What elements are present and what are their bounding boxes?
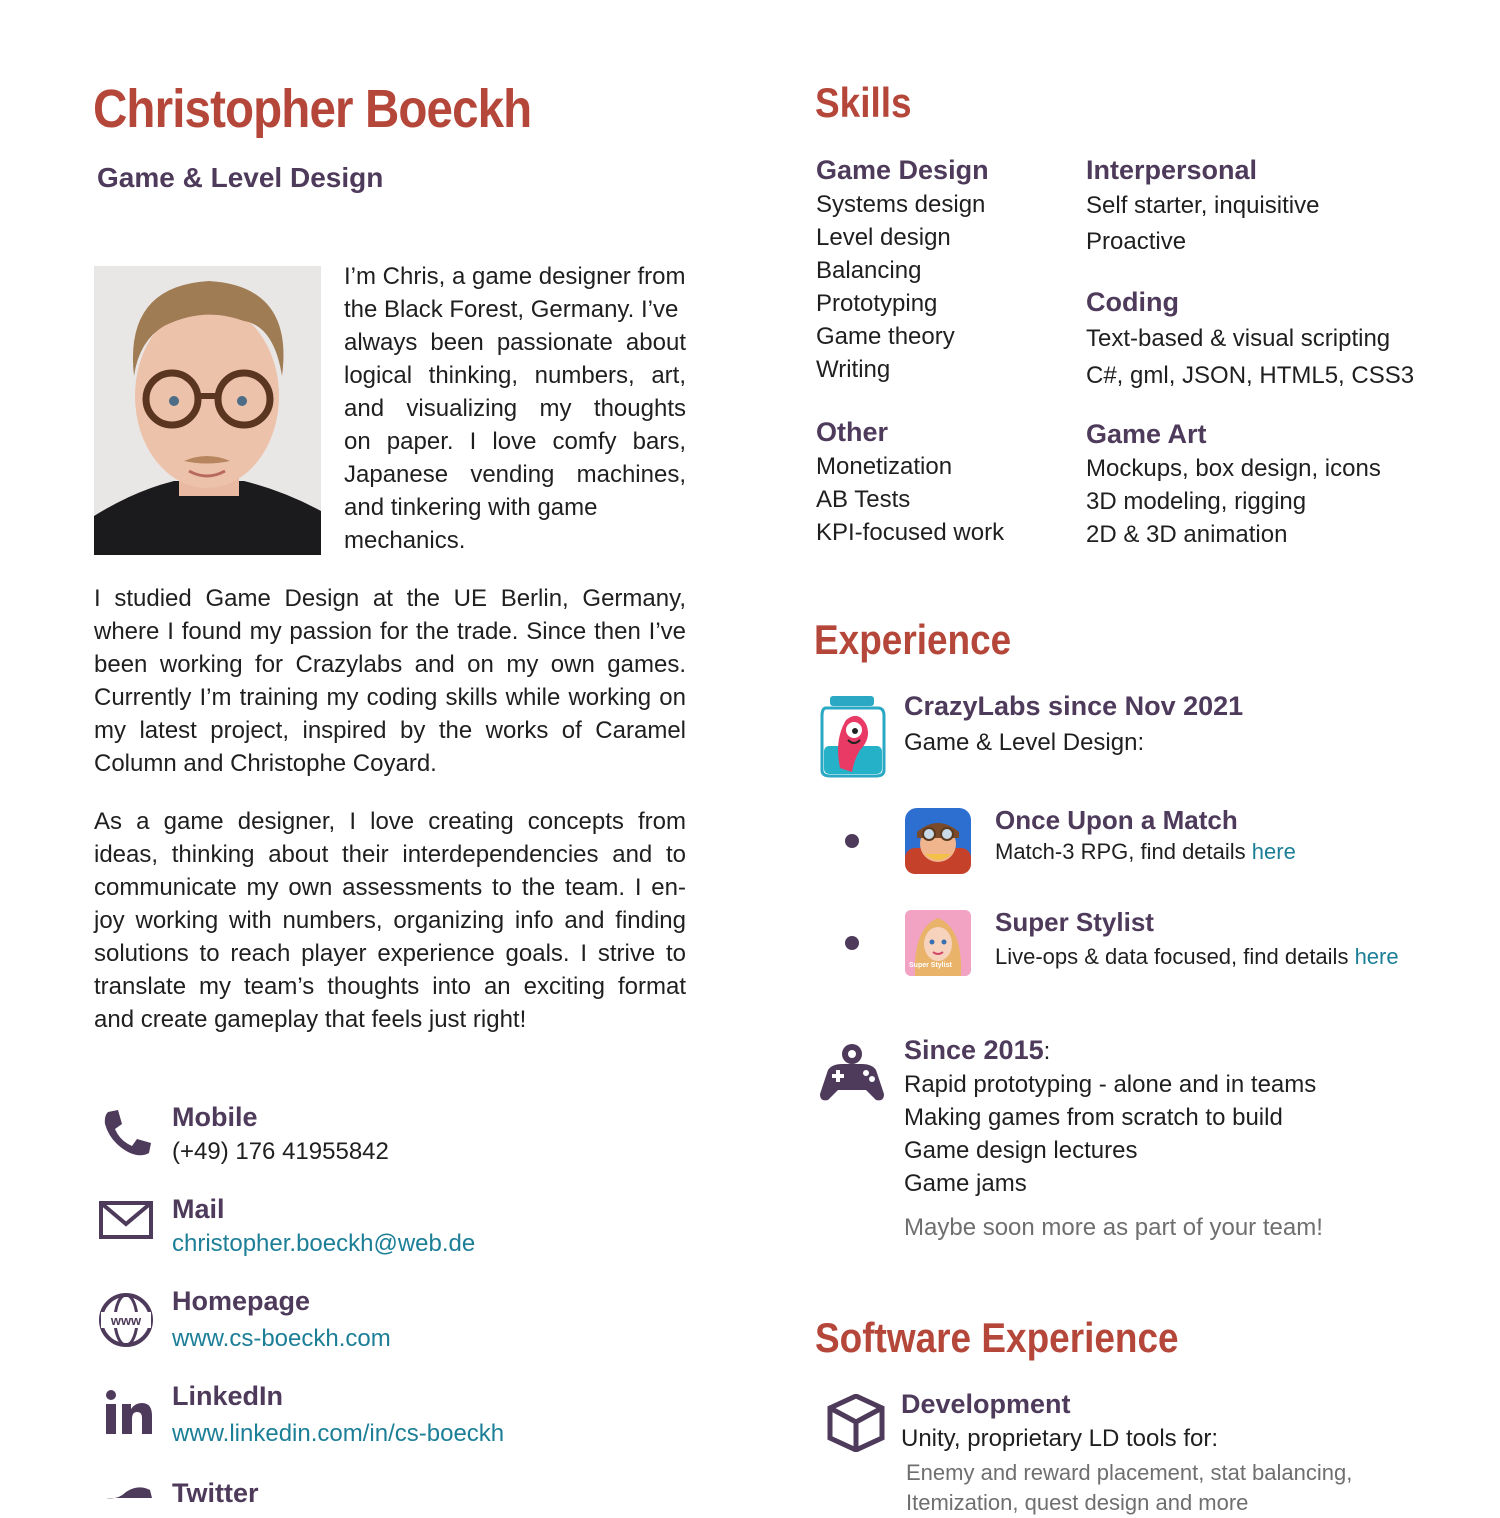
skill-item: Prototyping: [816, 290, 938, 317]
crazylabs-logo-icon: [820, 694, 886, 783]
bullet-dot: [845, 834, 859, 848]
gamepad-icon: [818, 1040, 886, 1107]
page-title: Christopher Boeckh: [93, 79, 532, 139]
since-note: Maybe soon more as part of your team!: [904, 1214, 1323, 1241]
development-title: Development: [901, 1389, 1071, 1419]
game-title: Super Stylist: [995, 907, 1154, 937]
since-heading: [904, 1032, 1050, 1068]
once-upon-a-match-game-icon: [905, 808, 971, 879]
intro-line: mechanics.: [344, 527, 466, 554]
skill-item: AB Tests: [816, 486, 911, 513]
svg-text:www: www: [110, 1313, 142, 1328]
detail-line: Itemization, quest design and more: [906, 1490, 1249, 1515]
game-title: Once Upon a Match: [995, 805, 1238, 835]
skill-item: Systems design: [816, 191, 986, 218]
skill-item: Text-based & visual scripting: [1086, 325, 1391, 352]
linkedin-link[interactable]: www.linkedin.com/in/cs-boeckh: [172, 1420, 505, 1447]
intro-line: always been passionate about: [344, 329, 686, 356]
mail-link[interactable]: christopher.boeckh@web.de: [172, 1230, 476, 1257]
mail-label: Mail: [172, 1194, 225, 1224]
list-item: Rapid prototyping - alone and in teams: [904, 1071, 1317, 1098]
mail-icon: [98, 1200, 154, 1245]
detail-line: Enemy and reward placement, stat balancing,: [906, 1460, 1353, 1485]
skill-item: Monetization: [816, 453, 953, 480]
intro-line: on paper. I love comfy bars,: [344, 428, 686, 455]
skill-group-interpersonal: [1086, 152, 1466, 260]
crazylabs-title: CrazyLabs since Nov 2021: [904, 691, 1244, 721]
skill-item: KPI-focused work: [816, 519, 1005, 546]
mobile-label: Mobile: [172, 1102, 258, 1132]
skill-item: Game theory: [816, 323, 955, 350]
skill-item: Level design: [816, 224, 951, 251]
role-subtitle: Game & Level Design: [97, 162, 384, 193]
globe-icon: [97, 1292, 155, 1353]
skill-item: C#, gml, JSON, HTML5, CSS3: [1086, 362, 1415, 389]
skills-heading: Skills: [815, 79, 912, 126]
bio-paragraph-2: I studied Game Design at the UE Berlin, Germany, where I found my passion for the trade. Since then I’ve been working for Crazylabs and on my own games. Currently I’m training my coding skills while working on my latest project, inspired by the works of Caramel Column and Christophe Coyard.: [94, 585, 686, 777]
portrait-photo: [94, 266, 321, 555]
since-title: Since 2015: [904, 1035, 1044, 1065]
game-details-link[interactable]: here: [1251, 839, 1296, 864]
game-details-link[interactable]: here: [1354, 944, 1399, 969]
twitter-icon: [104, 1484, 154, 1505]
super-stylist-game-icon: [905, 910, 971, 976]
skill-item: Self starter, inquisitive: [1086, 192, 1320, 219]
linkedin-icon: [104, 1390, 154, 1441]
list-item: Game jams: [904, 1170, 1027, 1197]
skill-item: Proactive: [1086, 228, 1187, 255]
skill-item: Mockups, box design, icons: [1086, 455, 1381, 482]
skill-group-other: [816, 414, 1076, 549]
game-description: [995, 839, 1296, 865]
since-list: [904, 1068, 1316, 1200]
development-details: [906, 1458, 1352, 1518]
skill-group-game-design: [816, 152, 1076, 386]
unity-icon: [826, 1394, 886, 1457]
bio-paragraph-3: As a game designer, I love creating concepts from ideas, thinking about their interdependencies and to communicate my own assessments to the team. I en-joy working with numbers, organizing info and finding solutions to reach player experience goals. I strive to translate my team’s thoughts into an exciting format and create gameplay that feels just right!: [94, 808, 686, 1033]
intro-paragraph: [344, 260, 686, 557]
game-description: [995, 944, 1399, 970]
development-subtitle: Unity, proprietary LD tools for:: [901, 1425, 1219, 1452]
crazylabs-subtitle: Game & Level Design:: [904, 729, 1145, 756]
phone-icon: [100, 1108, 154, 1163]
homepage-link[interactable]: www.cs-boeckh.com: [172, 1325, 391, 1352]
skill-group-title: Coding: [1086, 287, 1179, 317]
skill-group-game-art: [1086, 416, 1486, 551]
intro-line: Japanese vending machines,: [344, 461, 686, 488]
portrait-illustration: [94, 266, 321, 555]
intro-line: logical thinking, numbers, art,: [344, 362, 686, 389]
intro-line: the Black Forest, Germany. I’ve: [344, 296, 679, 323]
skill-item: 3D modeling, rigging: [1086, 488, 1307, 515]
intro-line: I’m Chris, a game designer from: [344, 263, 686, 290]
skill-group-title: Other: [816, 417, 889, 447]
skill-group-title: Game Design: [816, 155, 989, 185]
skill-item: Balancing: [816, 257, 922, 284]
bullet-dot: [845, 936, 859, 950]
homepage-label: Homepage: [172, 1286, 311, 1316]
skill-group-title: Interpersonal: [1086, 155, 1258, 185]
skill-item: 2D & 3D animation: [1086, 521, 1288, 548]
skill-group-coding: [1086, 284, 1486, 394]
software-heading: Software Experience: [815, 1314, 1179, 1361]
intro-line: and visualizing my thoughts: [344, 395, 686, 422]
mobile-value: (+49) 176 41955842: [172, 1138, 389, 1165]
game-desc-text: Live-ops & data focused, find details: [995, 944, 1355, 969]
skill-item: Writing: [816, 356, 891, 383]
twitter-label: Twitter: [172, 1478, 259, 1508]
list-item: Game design lectures: [904, 1137, 1138, 1164]
intro-line: and tinkering with game: [344, 494, 598, 521]
since-colon: :: [1043, 1038, 1051, 1065]
game-desc-text: Match-3 RPG, find details: [995, 839, 1252, 864]
icon-caption: Super Stylist: [909, 962, 952, 969]
linkedin-label: LinkedIn: [172, 1381, 284, 1411]
experience-heading: Experience: [814, 616, 1012, 663]
skill-group-title: Game Art: [1086, 419, 1207, 449]
list-item: Making games from scratch to build: [904, 1104, 1283, 1131]
